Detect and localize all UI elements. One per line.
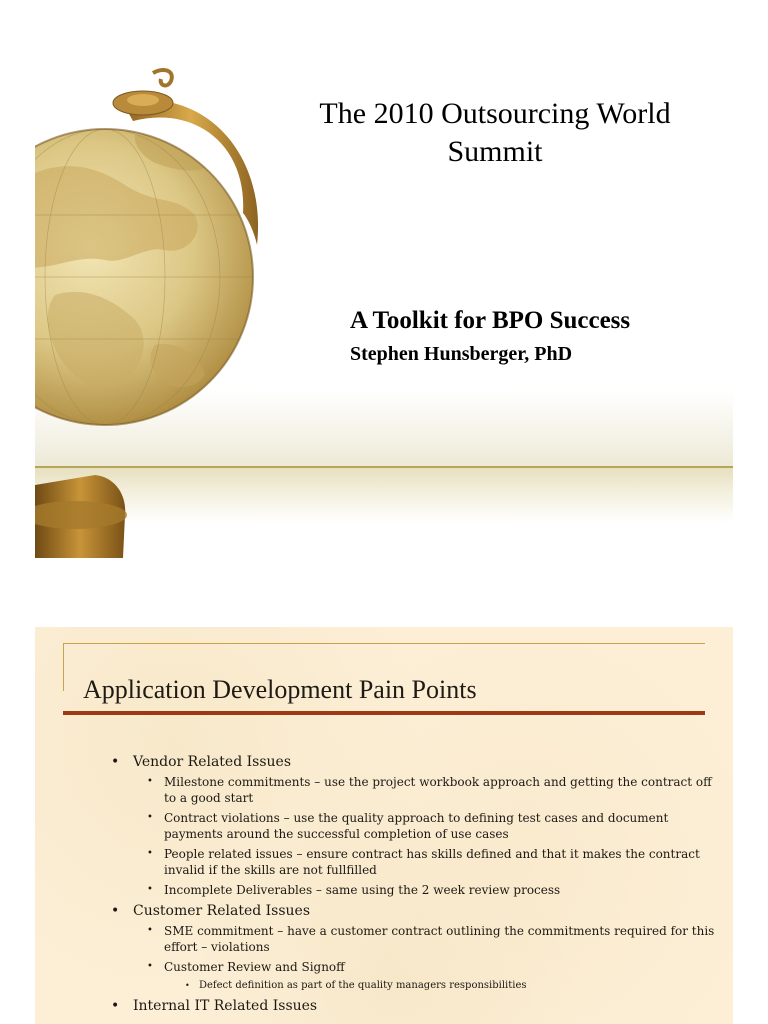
list-subitem-text: Incomplete Deliverables – same using the 2 week review process [164,883,561,897]
pain-points-slide [35,627,733,1024]
bullet-list [111,753,721,1018]
list-subsubitem [111,979,721,993]
list-subitem [111,774,721,806]
list-item [111,997,721,1015]
list-subitem-text: People related issues – ensure contract has skills defined and that it makes the contract invalid if the skills are not fullfilled [164,847,700,877]
bullet-icon: • [147,848,153,859]
bullet-icon: • [185,981,190,990]
frame-line-left [63,643,64,691]
bullet-icon: • [111,754,120,770]
list-subitem [111,923,721,955]
globe-image [35,45,295,558]
bullet-icon: • [147,961,153,972]
list-subitem-text: SME commitment – have a customer contract outlining the commitments required for this effort – violations [164,924,715,954]
list-subitem [111,810,721,842]
list-item-label: Customer Related Issues [133,903,311,919]
title-underline [63,711,705,715]
frame-line-top [63,643,705,644]
bullet-icon: • [111,903,120,919]
list-subitem [111,882,721,898]
slide-subtitle: A Toolkit for BPO Success [350,307,631,334]
title-slide [35,45,733,558]
bullet-icon: • [111,998,120,1014]
list-item-label: Internal IT Related Issues [133,998,318,1014]
bullet-icon: • [147,884,153,895]
list-subitem-text: Milestone commitments – use the project workbook approach and getting the contract off to a good start [164,775,712,805]
slide-title: Application Development Pain Points [83,675,477,704]
list-subitem-text: Customer Review and Signoff [164,960,345,974]
list-subitem [111,959,721,975]
list-item [111,753,721,771]
list-subitem-text: Contract violations – use the quality approach to defining test cases and document payments around the successful completion of use cases [164,811,669,841]
list-subsubitem-text: Defect definition as part of the quality managers responsibilities [199,980,527,991]
bullet-icon: • [147,925,153,936]
bullet-icon: • [147,776,153,787]
list-item [111,902,721,920]
list-subitem [111,846,721,878]
slide-title: The 2010 Outsourcing World Summit [319,97,671,168]
slide-author: Stephen Hunsberger, PhD [350,343,573,365]
list-item-label: Vendor Related Issues [133,754,292,770]
bullet-icon: • [147,812,153,823]
